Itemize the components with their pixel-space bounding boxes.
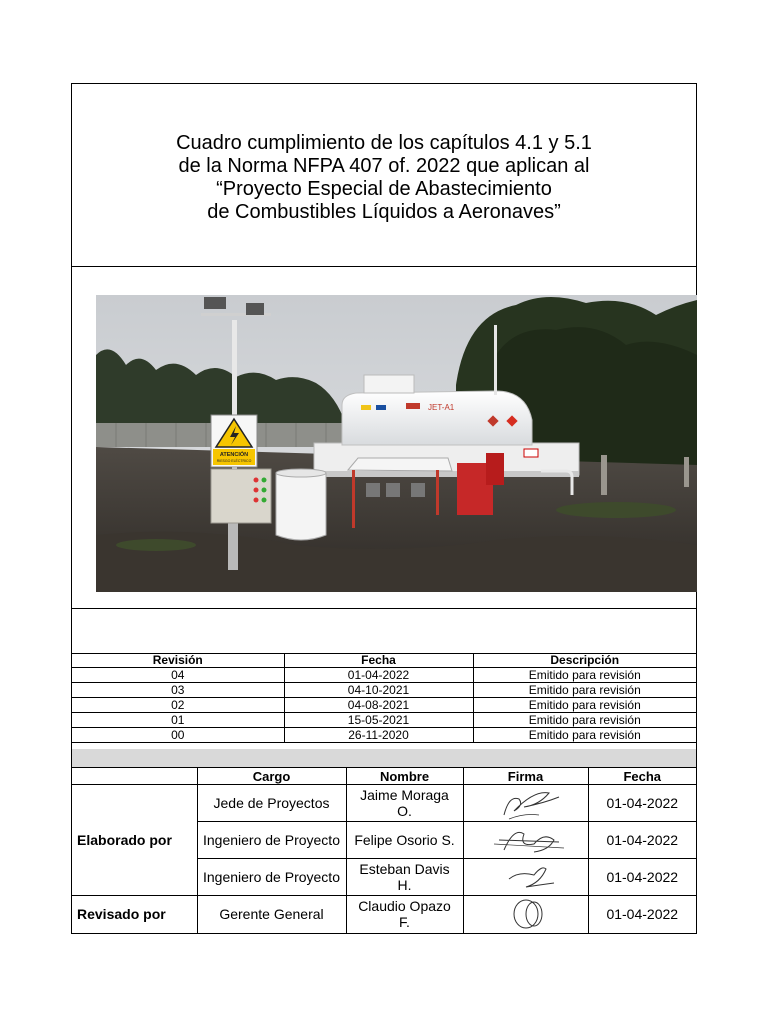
sign-text: ATENCIÓN	[219, 452, 249, 458]
revision-column-header: Revisión	[72, 653, 284, 668]
description-column-header: Descripción	[473, 653, 696, 668]
photo-section	[72, 266, 696, 609]
elaborado-label: Elaborado por	[72, 785, 197, 896]
separator-bar	[72, 749, 696, 768]
date-cell: 04-10-2021	[284, 683, 473, 698]
table-row	[72, 668, 696, 683]
firma-cell	[463, 896, 588, 933]
table-row	[72, 896, 696, 933]
signature-header-row	[72, 768, 696, 785]
revision-cell: 04	[72, 668, 284, 683]
nombre-line: O.	[397, 803, 412, 819]
nombre-cell	[346, 822, 463, 859]
signature-image	[464, 822, 589, 859]
firma-cell	[463, 785, 588, 822]
nombre-line: F.	[399, 914, 410, 931]
nombre-column-header: Nombre	[346, 768, 463, 785]
table-row	[72, 713, 696, 728]
cargo-column-header: Cargo	[197, 768, 346, 785]
signature-image	[464, 896, 589, 933]
date-cell: 15-05-2021	[284, 713, 473, 728]
fecha-cell: 01-04-2022	[588, 785, 696, 822]
revision-cell: 03	[72, 683, 284, 698]
firma-cell	[463, 859, 588, 896]
description-cell: Emitido para revisión	[473, 668, 696, 683]
fecha-cell: 01-04-2022	[588, 822, 696, 859]
title-line: Cuadro cumplimiento de los capítulos 4.1 y 5.1	[176, 132, 592, 154]
nombre-line: Claudio Opazo	[358, 898, 451, 915]
sign-subtext: RIESGO ELÉCTRICO	[216, 459, 252, 463]
empty-header-cell	[72, 768, 197, 785]
date-column-header: Fecha	[284, 653, 473, 668]
table-row	[72, 683, 696, 698]
fuel-station-photo	[96, 295, 697, 592]
cargo-cell: Jede de Proyectos	[197, 785, 346, 822]
firma-cell	[463, 822, 588, 859]
site-photo	[96, 295, 697, 592]
title-line: de la Norma NFPA 407 of. 2022 que aplican al	[178, 155, 590, 177]
revision-cell: 02	[72, 698, 284, 713]
table-row	[72, 698, 696, 713]
date-cell: 04-08-2021	[284, 698, 473, 713]
signature-image	[464, 859, 589, 896]
firma-column-header: Firma	[463, 768, 588, 785]
signature-table	[72, 767, 696, 933]
date-cell: 01-04-2022	[284, 668, 473, 683]
document-frame	[71, 83, 697, 934]
table-row	[72, 728, 696, 743]
description-cell: Emitido para revisión	[473, 683, 696, 698]
cargo-cell: Ingeniero de Proyecto	[197, 859, 346, 896]
nombre-line: Jaime Moraga	[360, 787, 449, 803]
date-cell: 26-11-2020	[284, 728, 473, 743]
tank-label: JET-A1	[428, 403, 455, 412]
fecha-cell: 01-04-2022	[588, 896, 696, 933]
cargo-cell: Gerente General	[197, 896, 346, 933]
title-line: “Proyecto Especial de Abastecimiento	[216, 178, 552, 200]
nombre-cell	[346, 859, 463, 896]
cargo-cell: Ingeniero de Proyecto	[197, 822, 346, 859]
revision-table	[72, 653, 696, 743]
nombre-cell	[346, 896, 463, 933]
revisado-label: Revisado por	[72, 896, 197, 933]
revision-cell: 01	[72, 713, 284, 728]
title-line: de Combustibles Líquidos a Aeronaves”	[207, 201, 561, 223]
revision-header-row	[72, 653, 696, 668]
title-section	[72, 84, 696, 267]
description-cell: Emitido para revisión	[473, 698, 696, 713]
nombre-line: H.	[397, 877, 412, 893]
fecha-cell: 01-04-2022	[588, 859, 696, 896]
table-row	[72, 785, 696, 822]
nombre-cell	[346, 785, 463, 822]
description-cell: Emitido para revisión	[473, 713, 696, 728]
document-title	[124, 132, 644, 224]
signature-image	[464, 785, 589, 822]
nombre-line: Felipe Osorio S.	[354, 832, 455, 848]
nombre-line: Esteban Davis	[359, 861, 450, 877]
revision-cell: 00	[72, 728, 284, 743]
description-cell: Emitido para revisión	[473, 728, 696, 743]
blank-row	[72, 608, 696, 654]
fecha-column-header: Fecha	[588, 768, 696, 785]
